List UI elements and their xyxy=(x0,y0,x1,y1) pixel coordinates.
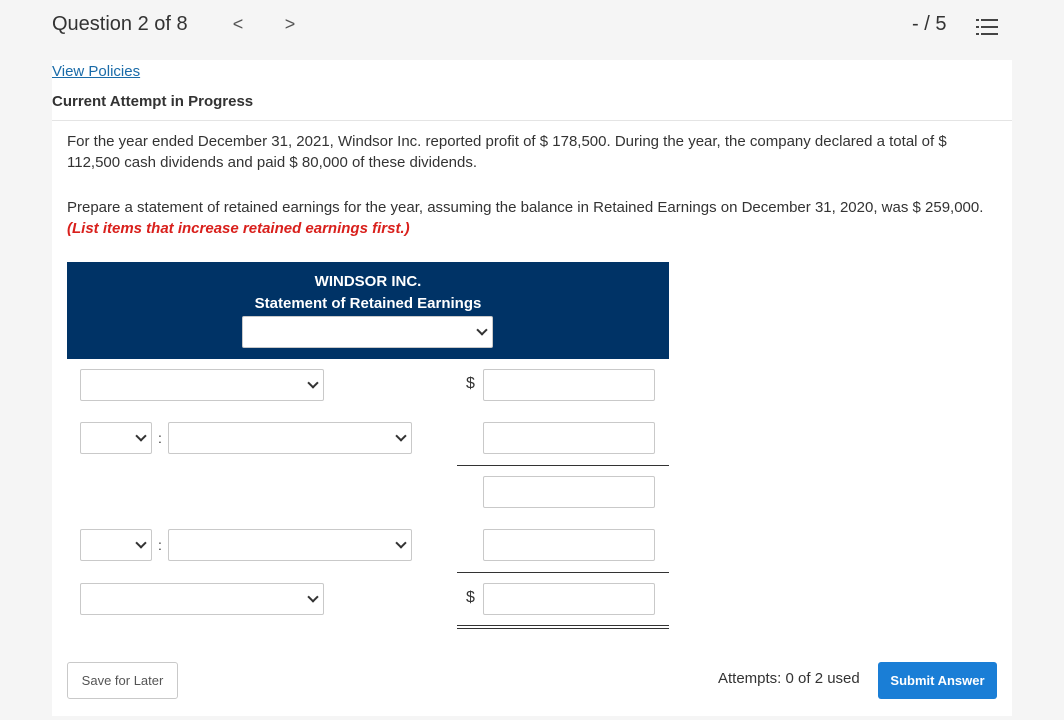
statement-title: Statement of Retained Earnings xyxy=(254,295,482,312)
colon: : xyxy=(158,537,162,553)
row4-amount-input[interactable] xyxy=(483,529,655,561)
chevron-down-icon xyxy=(135,430,146,441)
row2-account-select[interactable] xyxy=(168,422,412,454)
question-list-icon[interactable] xyxy=(976,16,998,38)
colon: : xyxy=(158,430,162,446)
chevron-down-icon xyxy=(307,377,318,388)
dollar-sign: $ xyxy=(466,589,475,606)
dollar-sign: $ xyxy=(466,375,475,392)
view-policies-link[interactable]: View Policies xyxy=(52,63,141,80)
row4-account-select[interactable] xyxy=(168,529,412,561)
statement-header xyxy=(67,262,669,359)
attempts-counter: Attempts: 0 of 2 used xyxy=(718,670,860,687)
problem-paragraph-2 xyxy=(67,197,997,239)
question-card xyxy=(52,60,1012,716)
chevron-down-icon xyxy=(307,591,318,602)
row3-amount-input[interactable] xyxy=(483,476,655,508)
date-select[interactable] xyxy=(242,316,493,348)
subtotal-rule xyxy=(457,572,669,573)
chevron-down-icon xyxy=(135,537,146,548)
chevron-down-icon xyxy=(395,430,406,441)
row2-operation-select[interactable] xyxy=(80,422,152,454)
row5-amount-input[interactable] xyxy=(483,583,655,615)
divider xyxy=(52,120,1012,121)
problem-text: Prepare a statement of retained earnings for the year, assuming the balance in Retained Earnings on December 31, 2020, was $ 259,000. xyxy=(67,199,984,216)
total-double-rule-top xyxy=(457,625,669,626)
row1-amount-input[interactable] xyxy=(483,369,655,401)
chevron-down-icon xyxy=(395,537,406,548)
next-question-button[interactable]: > xyxy=(284,14,296,34)
question-counter: Question 2 of 8 xyxy=(52,13,188,35)
row2-amount-input[interactable] xyxy=(483,422,655,454)
score-display: - / 5 xyxy=(912,13,947,35)
problem-paragraph-1: For the year ended December 31, 2021, Windsor Inc. reported profit of $ 178,500. During the year, the company declared a total of $ 112,500 cash dividends and paid $ 80,000 of these dividends. xyxy=(67,133,947,171)
attempt-title: Current Attempt in Progress xyxy=(52,93,254,110)
previous-question-button[interactable]: < xyxy=(232,14,244,34)
row4-operation-select[interactable] xyxy=(80,529,152,561)
instruction-text: (List items that increase retained earnings first.) xyxy=(67,220,410,237)
total-double-rule-bottom xyxy=(457,628,669,629)
save-for-later-button[interactable]: Save for Later xyxy=(67,662,178,699)
subtotal-rule xyxy=(457,465,669,466)
company-name: WINDSOR INC. xyxy=(314,273,422,290)
row5-account-select[interactable] xyxy=(80,583,324,615)
chevron-down-icon xyxy=(476,324,487,335)
top-bar xyxy=(0,0,1064,56)
row1-account-select[interactable] xyxy=(80,369,324,401)
submit-answer-button[interactable]: Submit Answer xyxy=(878,662,997,699)
